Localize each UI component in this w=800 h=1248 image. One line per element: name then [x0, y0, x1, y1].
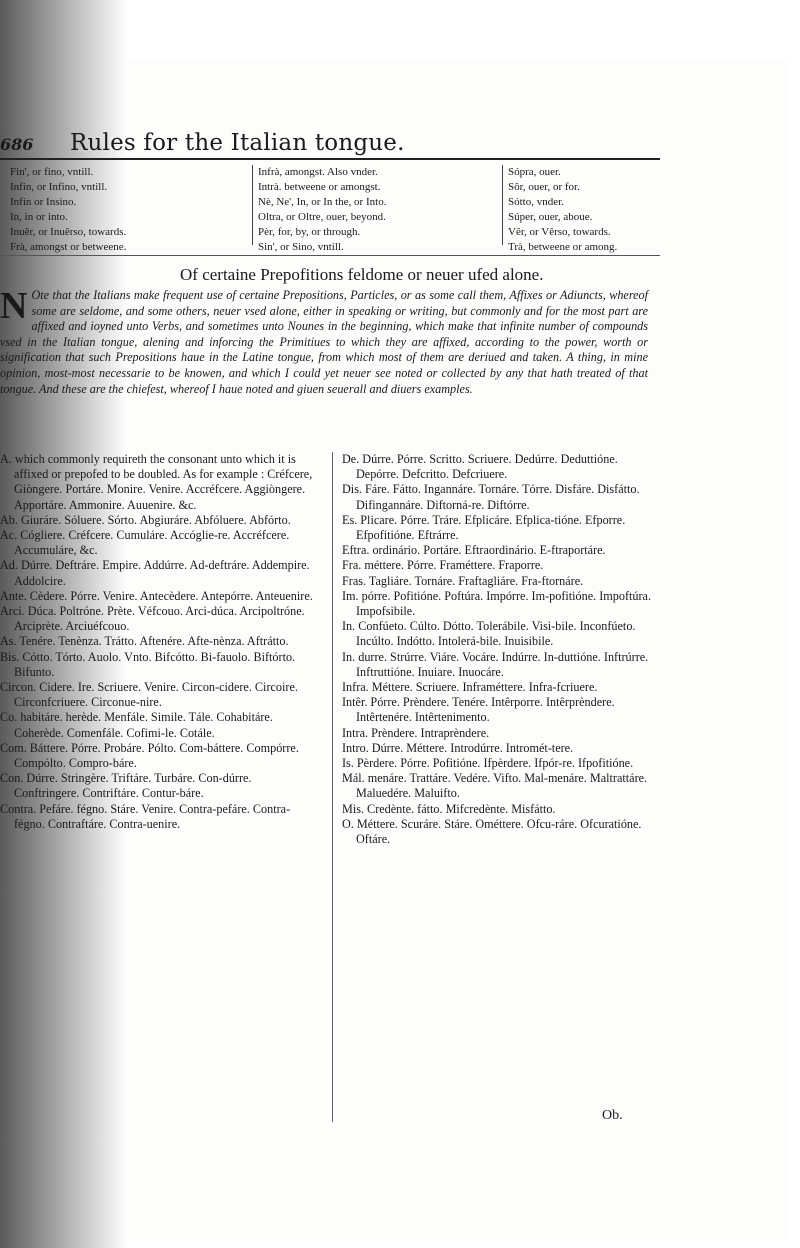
table-entry: Sótto, vnder. — [508, 196, 564, 208]
table-entry: Pèr, for, by, or through. — [258, 226, 361, 238]
table-entry: Oltra, or Oltre, ouer, beyond. — [258, 211, 386, 223]
table-entry: Inuêr, or Inuêrso, towards. — [10, 226, 127, 238]
table-entry: Fin', or fino, vntill. — [10, 166, 94, 178]
drop-cap: N — [0, 285, 28, 327]
list-entry: A. which commonly requireth the consonant unto which it is affixed or prepofed to be doubled. As for example : Créfcere, Giòngere. Portáre. Monire. Venire. Accréfcere. Aggiòngere. Apportáre. Ammonire. Auuenire. &c. — [0, 452, 313, 512]
list-entry: Intêr. Pórre. Prèndere. Tenére. Intêrporre. Intêrprèndere. Intêrtenére. Intêrtenimento. — [342, 695, 615, 725]
table-entry: Vêr, or Vêrso, towards. — [508, 226, 611, 238]
table-entry: Infrà, amongst. Also vnder. — [258, 166, 378, 178]
left-column — [0, 452, 315, 832]
list-entry: Com. Báttere. Pórre. Probáre. Pólto. Com-báttere. Compórre. Compólto. Compro-báre. — [0, 740, 299, 771]
list-entry: Is. Pèrdere. Pórre. Pofitióne. Ifpèrdere. Ifpór-re. Ifpofitióne. — [342, 756, 634, 771]
intro-paragraph — [0, 285, 648, 397]
prepositions-table-col2 — [258, 165, 448, 255]
list-entry: De. Dúrre. Pórre. Scritto. Scriuere. Dedúrre. Deduttióne. Depórre. Defcritto. Defcriuere. — [342, 452, 618, 482]
table-divider — [502, 165, 503, 245]
list-entry: Circon. Cidere. Ire. Scriuere. Venire. Circon-cidere. Circoire. Circonfcriuere. Circonue-nire. — [0, 680, 298, 710]
list-entry: Im. pórre. Pofitióne. Poftúra. Impórre. Im-pofitióne. Impoftúra. Impofsibile. — [342, 588, 652, 619]
list-entry: Dis. Fáre. Fátto. Ingannáre. Tornáre. Tórre. Disfáre. Disfátto. Difingannáre. Diftorná-re. Diftórre. — [342, 482, 640, 512]
list-entry: In. durre. Strúrre. Viáre. Vocáre. Indúrre. In-duttióne. Inftrúrre. Inftruttióne. Inuiare. Inuocáre. — [342, 649, 649, 679]
table-entry: Nè, Ne', In, or In the, or Into. — [258, 196, 387, 208]
list-entry: O. Méttere. Scuráre. Stáre. Ométtere. Ofcu-ráre. Ofcuratióne. Oftáre. — [342, 816, 642, 847]
catchword: Ob. — [602, 1108, 623, 1123]
table-bottom-rule — [0, 255, 660, 256]
table-entry: Intrà. betweene or amongst. — [258, 181, 381, 193]
column-divider — [332, 452, 333, 1122]
table-divider — [252, 165, 253, 245]
table-entry: Infin or Insino. — [10, 196, 77, 208]
prepositions-table-col3 — [508, 165, 688, 255]
list-entry: As. Tenére. Tenènza. Trátto. Aftenére. Afte-nènza. Aftrátto. — [0, 634, 289, 649]
table-entry: Sópra, ouer. — [508, 166, 561, 178]
list-entry: Contra. Pefáre. fégno. Stáre. Venire. Contra-pefáre. Contra-fégno. Contraftáre. Contra-uenire. — [0, 801, 291, 831]
list-entry: Ac. Cógliere. Créfcere. Cumuláre. Accóglie-re. Accréfcere. Accumuláre, &c. — [0, 528, 290, 558]
intro-text: Ote that the Italians make frequent use of certaine Prepositions, Particles, or as some call them, Affixes or Adiuncts, whereof some are seldome, and some others, neuer vsed alone, either in speaking or writing, but commonly and for the most part are affixed and ioyned unto Verbs, and sometimes unto Nounes in the beginning, which make that infinite number of compounds vsed in the Italian tongue, alening and inforcing the Primitiues to which they are affixed, according to the power, worth or signification that such Prepositions haue in the Latine tongue, from which most of them are deriued and taken. A thing, in mine opinion, most-most necessarie to be knowen, and which I could yet neuer see noted or collected by any that hath treated of that tongue. And these are the chiefest, whereof I haue noted and giuen seuerall and diuers examples. — [0, 288, 648, 396]
list-entry: Infra. Méttere. Scriuere. Inframéttere. Infra-fcriuere. — [342, 680, 598, 695]
list-entry: Arci. Dúca. Poltróne. Prète. Véfcouo. Arci-dúca. Arcipoltróne. Arciprète. Arciuéfcouo. — [0, 604, 305, 634]
table-entry: Súper, ouer, aboue. — [508, 211, 593, 223]
list-entry: In. Confúeto. Cúlto. Dótto. Tolerábile. Visi-bile. Inconfúeto. Incúlto. Indótto. Intolerá-bile. Inuisibile. — [342, 619, 636, 649]
list-entry: Intra. Prèndere. Intraprèndere. — [342, 725, 490, 740]
list-entry: Con. Dúrre. Stringère. Triftáre. Turbáre. Con-dúrre. Conftringere. Contriftáre. Contur-báre. — [0, 771, 252, 801]
list-entry: Co. habitáre. herède. Menfále. Simile. Tále. Cohabitáre. Coherède. Comenfále. Cofimi-le. Cotále. — [0, 710, 273, 740]
header-rule — [0, 158, 660, 160]
list-entry: Ab. Giuráre. Sóluere. Sórto. Abgiuráre. Abfóluere. Abfórto. — [0, 512, 291, 527]
section-title: Of certaine Prepofitions feldome or neuer ufed alone. — [180, 265, 544, 284]
list-entry: Mis. Credènte. fátto. Mifcredènte. Misfátto. — [342, 801, 556, 816]
list-entry: Ante. Cèdere. Pórre. Venire. Antecèdere. Antepórre. Anteuenire. — [0, 588, 313, 603]
table-entry: Sôr, ouer, or for. — [508, 181, 580, 193]
table-entry: Trà, betweene or among. — [508, 241, 618, 253]
right-column — [342, 452, 660, 847]
table-entry: Infin, or Infino, vntill. — [10, 181, 108, 193]
table-entry: In, in or into. — [10, 211, 68, 223]
list-entry: Intro. Dúrre. Méttere. Introdúrre. Intromét-tere. — [342, 740, 574, 755]
running-title: Rules for the Italian tongue. — [70, 130, 405, 156]
prepositions-table-col1 — [10, 165, 190, 255]
list-entry: Mál. menáre. Trattáre. Vedére. Vifto. Mal-menáre. Maltrattáre. Maluedére. Maluifto. — [342, 771, 648, 801]
list-entry: Fras. Tagliáre. Tornáre. Fraftagliáre. Fra-ftornáre. — [342, 573, 584, 588]
list-entry: Eftra. ordinário. Portáre. Eftraordinário. E-ftraportáre. — [342, 543, 606, 558]
list-entry: Fra. méttere. Pórre. Framéttere. Fraporre. — [342, 558, 544, 573]
list-entry: Bis. Cótto. Tórto. Auolo. Vnto. Bifcótto. Bi-fauolo. Biftórto. Bifunto. — [0, 649, 296, 679]
table-entry: Sin', or Sino, vntill. — [258, 241, 344, 253]
list-entry: Ad. Dúrre. Deftráre. Empire. Addúrre. Ad-deftráre. Addempire. Addolcire. — [0, 558, 310, 588]
page-number: 686 — [0, 135, 34, 154]
table-entry: Frà, amongst or betweene. — [10, 241, 127, 253]
list-entry: Es. Plicare. Pórre. Tráre. Efplicáre. Efplica-tióne. Efporre. Efpofitióne. Eftrárre. — [342, 512, 626, 543]
